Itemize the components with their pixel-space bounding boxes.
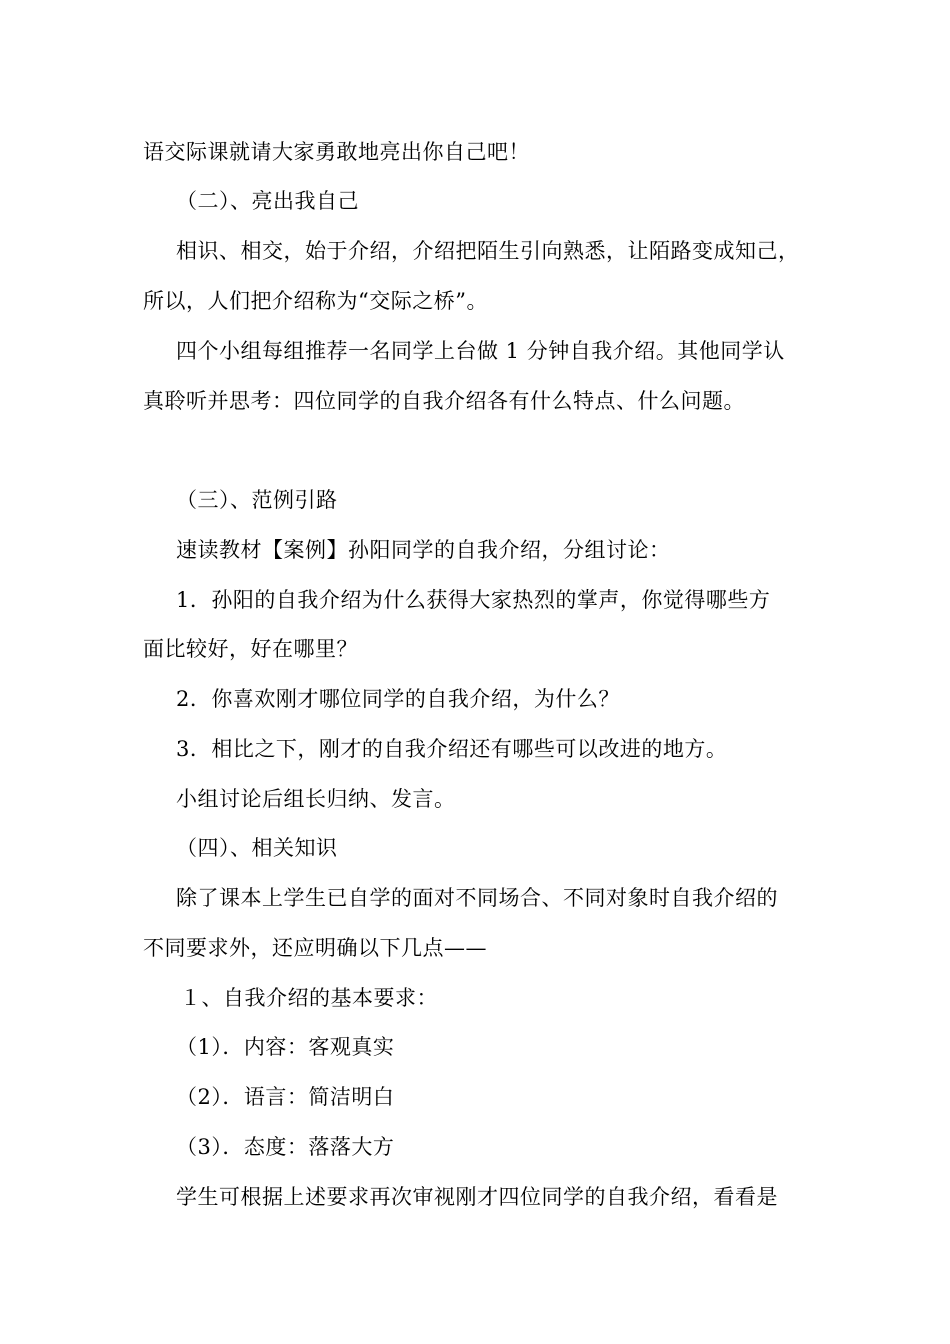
section-heading: （二）、亮出我自己 [176, 189, 359, 213]
paragraph-line: 速读教材【案例】孙阳同学的自我介绍，分组讨论： [176, 538, 671, 562]
list-item: （2）．语言：简洁明白 [176, 1085, 395, 1109]
paragraph-line: 学生可根据上述要求再次审视刚才四位同学的自我介绍，看看是 [176, 1185, 778, 1209]
list-item-continuation: 面比较好，好在哪里？ [143, 637, 358, 661]
list-item: 1．孙阳的自我介绍为什么获得大家热烈的掌声，你觉得哪些方 [176, 588, 771, 612]
paragraph-line: 四个小组每组推荐一名同学上台做 1 分钟自我介绍。其他同学认 [176, 339, 785, 363]
paragraph-line: 所以，人们把介绍称为“交际之桥”。 [143, 289, 488, 313]
paragraph-line: 不同要求外，还应明确以下几点—— [143, 936, 487, 960]
list-item: （3）．态度：落落大方 [176, 1135, 395, 1159]
list-item: 3．相比之下，刚才的自我介绍还有哪些可以改进的地方。 [176, 737, 728, 761]
paragraph-line: 语交际课就请大家勇敢地亮出你自己吧！ [143, 140, 530, 164]
section-heading: （三）、范例引路 [176, 488, 338, 512]
paragraph-line: 真聆听并思考：四位同学的自我介绍各有什么特点、什么问题。 [143, 389, 745, 413]
list-item: （1）．内容：客观真实 [176, 1035, 395, 1059]
section-heading: （四）、相关知识 [176, 836, 338, 860]
list-item: 2．你喜欢刚才哪位同学的自我介绍，为什么？ [176, 687, 620, 711]
paragraph-line: 小组讨论后组长归纳、发言。 [176, 787, 456, 811]
subheading: １、自我介绍的基本要求： [180, 986, 438, 1010]
paragraph-line: 相识、相交，始于介绍，介绍把陌生引向熟悉，让陌路变成知己， [176, 239, 800, 263]
paragraph-line: 除了课本上学生已自学的面对不同场合、不同对象时自我介绍的 [176, 886, 778, 910]
